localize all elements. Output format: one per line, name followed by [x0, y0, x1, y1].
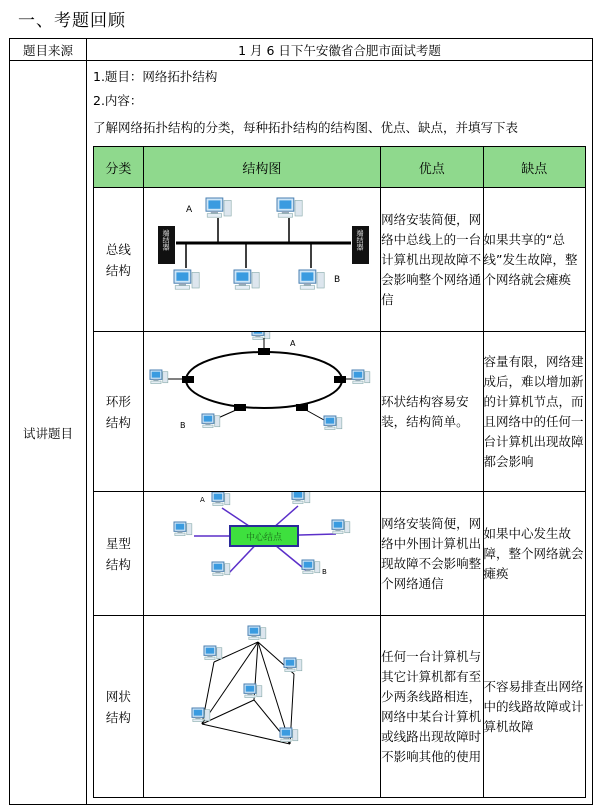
- cons-cell: 不容易排查出网络中的线路故障或计算机故障: [483, 616, 585, 798]
- computer-icon: [212, 562, 230, 576]
- category-cell: 总线 结构: [94, 188, 144, 332]
- topic-line: 1.题目：网络拓扑结构: [93, 69, 218, 84]
- pros-cell: 网络安装简便，网络中外围计算机出现故障不会影响整个网络通信: [381, 492, 483, 616]
- header-category: 分类: [94, 147, 144, 188]
- label-a: A: [186, 205, 193, 215]
- computer-icon: [302, 560, 320, 574]
- table-row: [94, 492, 586, 616]
- computer-icon: [280, 728, 298, 742]
- label-b: B: [322, 568, 328, 576]
- bus-diagram-cell: [143, 188, 380, 332]
- pros-cell: 任何一台计算机与其它计算机都有至少两条线路相连，网络中某台计算机或线路出现故障时不影响其他的使用: [381, 616, 483, 798]
- computer-icon: [174, 522, 192, 536]
- computer-icon: [352, 370, 370, 384]
- label-a: A: [200, 496, 206, 504]
- question-body: [87, 61, 593, 805]
- star-topology-diagram: [146, 492, 377, 612]
- computer-icon: [212, 492, 230, 506]
- ring-topology-diagram: [146, 332, 377, 488]
- label-a: A: [290, 339, 296, 348]
- ring-nodes: [182, 348, 346, 411]
- computer-icon: [150, 370, 168, 384]
- computer-icon: [284, 658, 302, 672]
- header-row: [94, 147, 586, 188]
- mesh-topology-diagram: [146, 616, 377, 794]
- mesh-diagram-cell: [143, 616, 380, 798]
- cons-cell: 如果共享的“总线”发生故障，整个网络就会瘫痪: [483, 188, 585, 332]
- pros-cell: 环状结构容易安装，结构简单。: [381, 332, 483, 492]
- header-diagram: 结构图: [143, 147, 380, 188]
- computer-icon: [248, 626, 266, 640]
- question-table: [9, 38, 593, 805]
- cons-cell: 如果中心发生故障，整个网络就会瘫痪: [483, 492, 585, 616]
- computer-icon: [299, 270, 324, 289]
- hub-label: 中心结点: [246, 533, 283, 543]
- page-heading: 一、考题回顾: [18, 11, 126, 31]
- computer-icon: [234, 270, 259, 289]
- ring-line: [186, 352, 342, 408]
- pros-cell: 网络安装简便，网络中总线上的一台计算机出现故障不会影响整个网络通信: [381, 188, 483, 332]
- source-value: 1 月 6 日下午安徽省合肥市面试考题: [87, 39, 593, 61]
- bus-topology-diagram: [146, 188, 377, 328]
- computer-icon: [174, 270, 199, 289]
- content-label: 2.内容：: [93, 93, 143, 108]
- category-cell: 网状 结构: [94, 616, 144, 798]
- instruction-text: 了解网络拓扑结构的分类，每种拓扑结构的结构图、优点、缺点，并填写下表: [93, 120, 519, 135]
- source-label: 题目来源: [10, 39, 87, 61]
- star-diagram-cell: [143, 492, 380, 616]
- computer-icon: [252, 332, 270, 340]
- topology-table: [93, 146, 586, 798]
- ring-diagram-cell: [143, 332, 380, 492]
- terminator-left-text: 端结器: [162, 229, 171, 251]
- terminator-right-text: 端结器: [356, 229, 365, 251]
- computer-icon: [277, 198, 302, 217]
- header-cons: 缺点: [483, 147, 585, 188]
- computer-icon: [244, 684, 262, 698]
- computer-icon: [292, 492, 310, 504]
- computer-icon: [332, 520, 350, 534]
- cons-cell: 容量有限，网络建成后，难以增加新的计算机节点，而且网络中的任何一台计算机出现故障都会影响: [483, 332, 585, 492]
- category-cell: 星型 结构: [94, 492, 144, 616]
- computer-icon: [202, 414, 220, 428]
- table-row: [94, 332, 586, 492]
- section-label: 试讲题目: [10, 61, 87, 805]
- computer-icon: [324, 416, 342, 430]
- label-b: B: [180, 421, 186, 430]
- computer-icon: [192, 708, 210, 722]
- table-row: [94, 188, 586, 332]
- computer-icon: [204, 646, 222, 660]
- computer-icon: [206, 198, 231, 217]
- label-b: B: [334, 275, 341, 285]
- header-pros: 优点: [381, 147, 483, 188]
- category-cell: 环形 结构: [94, 332, 144, 492]
- table-row: [94, 616, 586, 798]
